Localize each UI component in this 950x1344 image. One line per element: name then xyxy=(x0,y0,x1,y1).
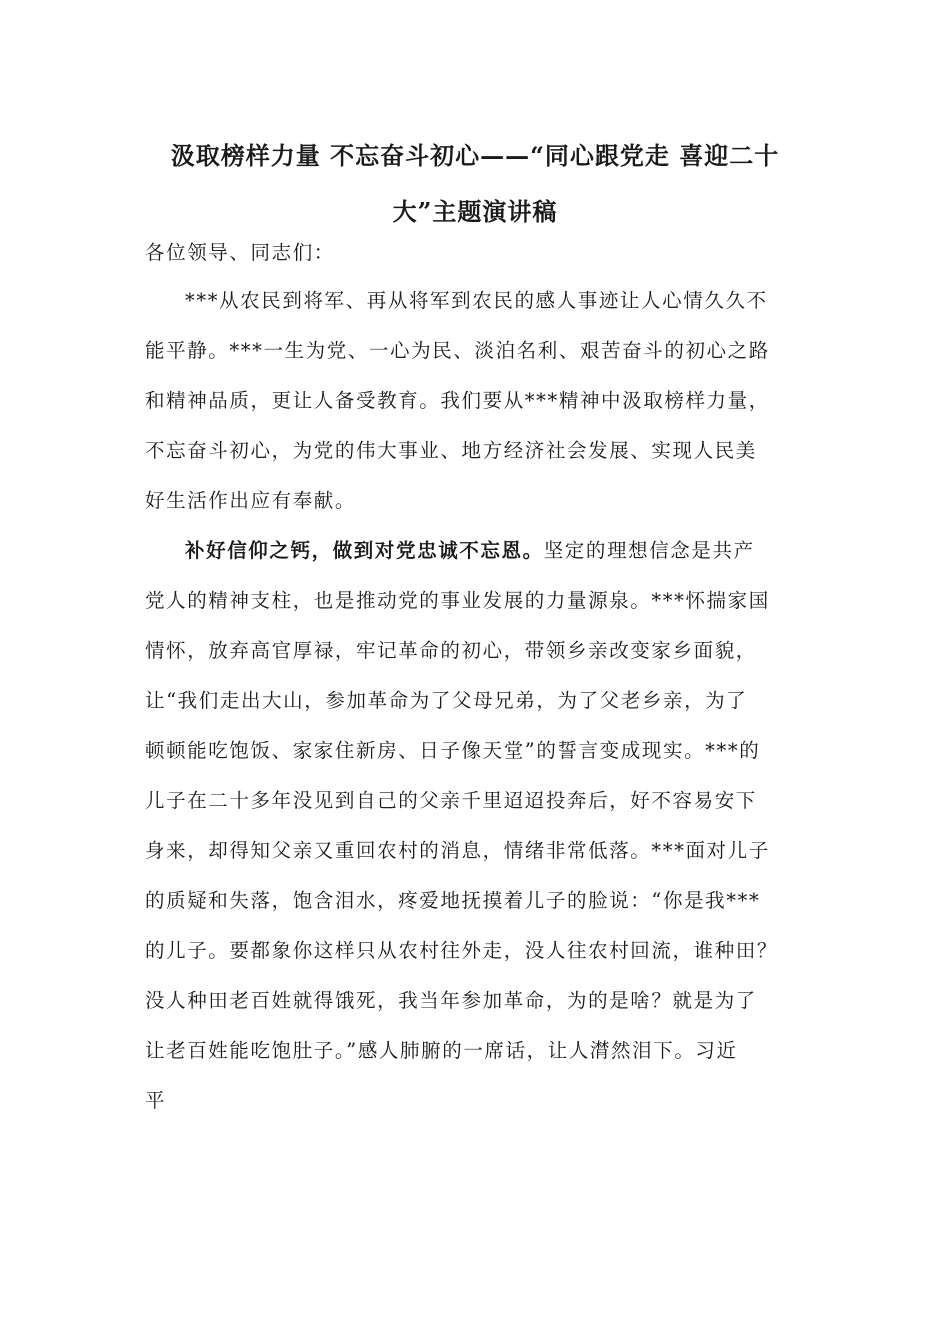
paragraph-first-line xyxy=(145,526,827,576)
paragraph-line: 能平静。***一生为党、一心为民、淡泊名利、艰苦奋斗的初心之路 xyxy=(145,339,770,362)
paragraph-line: 让老百姓能吃饱肚子。”感人肺腑的一席话，让人潸然泪下。习近 xyxy=(145,1039,738,1062)
paragraph-line: 情怀，放弃高官厚禄，牢记革命的初心，带领乡亲改变家乡面貌， xyxy=(145,639,757,662)
paragraph-line: 和精神品质，更让人备受教育。我们要从***精神中汲取榜样力量， xyxy=(145,389,770,412)
paragraph-1 xyxy=(145,276,827,526)
salutation xyxy=(145,228,827,278)
paragraph-line: 党人的精神支柱，也是推动党的事业发展的力量源泉。***怀揣家国 xyxy=(145,589,770,612)
paragraph-line-rest: 坚定的理想信念是共产 xyxy=(543,539,755,562)
document-title xyxy=(145,128,805,240)
paragraph-line: 身来，却得知父亲又重回农村的消息，情绪非常低落。***面对儿子 xyxy=(145,839,770,862)
paragraph-line: 好生活作出应有奉献。 xyxy=(145,489,357,512)
paragraph-line: 的质疑和失落，饱含泪水，疼爱地抚摸着儿子的脸说：“你是我*** xyxy=(145,889,761,912)
title-line-2: 大”主题演讲稿 xyxy=(392,197,558,226)
title-line-1: 汲取榜样力量 不忘奋斗初心——“同心跟党走 喜迎二十 xyxy=(170,141,780,170)
salutation-text: 各位领导、同志们： xyxy=(145,241,335,264)
paragraph-line: 儿子在二十多年没见到自己的父亲千里迢迢投奔后，好不容易安下 xyxy=(145,789,757,812)
paragraph-line: 让“我们走出大山，参加革命为了父母兄弟，为了父老乡亲，为了 xyxy=(145,689,748,712)
section-heading: 补好信仰之钙，做到对党忠诚不忘恩。 xyxy=(185,539,544,562)
paragraph-line: ***从农民到将军、再从将军到农民的感人事迹让人心情久久不 xyxy=(185,289,768,312)
paragraph-line: 顿顿能吃饱饭、家家住新房、日子像天堂”的誓言变成现实。***的 xyxy=(145,739,761,762)
paragraph-line: 的儿子。要都象你这样只从农村往外走，没人往农村回流，谁种田？ xyxy=(145,939,779,962)
paragraph-line: 平 xyxy=(145,1089,167,1112)
paragraph-line: 不忘奋斗初心，为党的伟大事业、地方经济社会发展、实现人民美 xyxy=(145,439,757,462)
paragraph-line: 没人种田老百姓就得饿死，我当年参加革命，为的是啥？就是为了 xyxy=(145,989,757,1012)
paragraph-2 xyxy=(145,526,827,1126)
